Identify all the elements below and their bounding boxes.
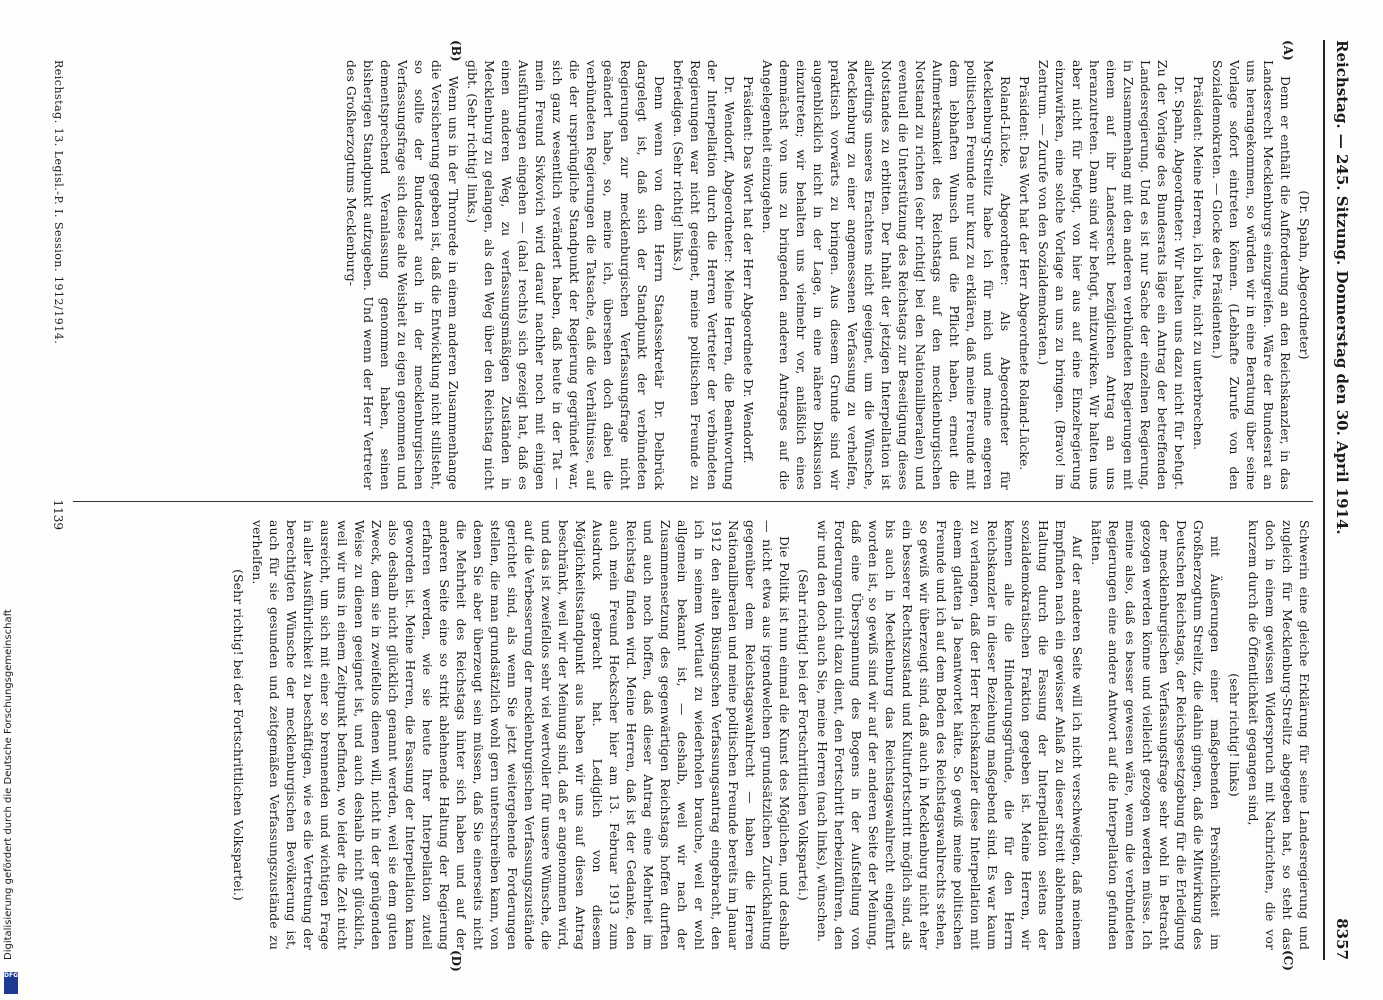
paragraph: Denn er enthält die Aufforderung an den Reichskanzler, in das Landesrecht Mecklenburgs einzugreifen. Wäre der Bundesrat an uns herangekommen, so würden wir in eine Beratung über seine Vorlage sofort eintreten können. (Lebhafte Zurufe von den Sozialdemokraten. — Glocke des Präsidenten.) — [1210, 60, 1293, 490]
footer-page-number: 1139 — [51, 499, 65, 530]
page-header — [1323, 40, 1355, 960]
paragraph: (Dr. Spahn, Abgeordneter) — [1297, 190, 1312, 360]
column-divider — [73, 501, 1313, 502]
paragraph: Roland-Lücke, Abgeordneter: Als Abgeordneter für Mecklenburg-Strelitz habe ich für mich und meine engeren politischen Freunde nur kurz zu erklären, daß meine Freunde mit dem lebhaften Wunsch und die Pflicht haben, erneut die Aufmerksamkeit des Reichstags auf den mecklenburgischen Notstand zu richten (sehr richtig! bei den Nationalliberalen) und eventuell die Unterstützung des Reichstags zur Beseitigung dieses Notstandes zu erbitten. Der Inhalt der jetzigen Interpellation ist allerdings unseres Erachtens nicht geeignet, um die Wünsche, Mecklenburg zu einer angemessenen Verfassung zu verhelfen, praktisch vorwärts zu bringen. Aus diesem Grunde sind wir augenblicklich nicht in der Lage, in eine nähere Diskussion einzutreten; wir behalten uns vielmehr vor, anläßlich eines demnächst von uns zu bringenden anderen Antrages auf die Angelegenheit einzugehen. — [760, 60, 1013, 490]
paragraph: Wenn uns in der Thronrede in einem anderen Zusammenhange die Versicherung gegeben ist, daß die Entwicklung nicht stillsteht, so sollte der Bundesrat auch in der mecklenburgischen Verfassungsfrage sich diese alte Weisheit zu eigen genommen und dementsprechend Veranlassung genommen haben, seinen bisherigen Standpunkt aufzugeben. Und wenn der Herr Vertreter des Großherzogtums Mecklenburg- — [344, 60, 461, 490]
paragraph: Dr. Spahn, Abgeordneter: Wir halten uns dazu nicht für befugt. Zu der Vorlage des Bundesrats läge ein Antrag der betreffenden Landesregierung. Und es ist nur Sache der einzelnen Regierung, in Zusammenhang mit den anderen verbündeten Regierungen mit einem auf ihr Landesrecht bezüglichen Antrag an uns heranzutreten. Dann sind wir befugt, mitzuwirken. Wir halten uns aber nicht für befugt, von hier aus auf eine Einzelregierung einzuwirken, eine solche Vorlage an uns zu bringen. (Bravo! im Zentrum. — Zurufe von den Sozialdemokraten.) — [1036, 60, 1187, 490]
margin-letter-d: (D) — [449, 950, 463, 972]
header-title: Reichstag. — 245. Sitzung. Donnerstag den 30. April 1914. — [1333, 40, 1351, 535]
footer-session-info: Reichstag. 13. Legisl.-P. I. Session. 1912/1914. — [52, 60, 65, 345]
paragraph: (Sehr richtig! bei der Fortschrittlichen Volkspartei.) — [231, 569, 246, 901]
digitization-strip — [0, 0, 22, 1000]
margin-letter-c: (C) — [1281, 950, 1295, 971]
paragraph: Dr. Wendorff, Abgeordneter: Meine Herren, die Beantwortung der Interpellation durch die Herren Vertreter der verbündeten Regierungen war nicht geeignet, meine politischen Freunde zu befriedigen. (Sehr richtig! links.) — [671, 60, 737, 490]
paragraph: Schwerin eine gleiche Erklärung für seine Landesregierung und zugleich für Mecklenburg-Strelitz abgegeben hat, so steht das doch in einem gewissen Widerspruch mit Nachrichten, die vor kurzem durch die Öffentlichkeit gegangen sind, — [1246, 520, 1312, 950]
paragraph: Denn wenn von dem Herrn Staatssekretär Dr. Delbrück dargelegt ist, daß sich der Standpunkt der verbündeten Regierungen zur mecklenburgischen Verfassungsfrage nicht geändert habe, so, meine ich, übersehen doch dabei die verbündeten Regierungen die Tatsache, daß die Verhältnisse, auf die der ursprüngliche Standpunkt der Regierung gegründet war, sich ganz wesentlich verändert haben, daß heute in der Tat — mein Freund Sivkovich wird darauf nachher noch mit einigen Ausführungen eingehen — (aha! rechts) sich gezeigt hat, daß es einen anderen Weg, zu verfassungsmäßigen Zuständen in Mecklenburg zu gelangen, als den Weg über den Reichstag nicht gibt. (Sehr richtig! links.) — [465, 60, 667, 490]
paragraph: mit Äußerungen einer maßgebenden Persönlichkeit im Großherzogtum Strelitz, die dahin gingen, daß die Mitwirkung des Deutschen Reichstags, der Reichsgesetzgebung für die Erledigung der mecklenburgischen Verfassungsfrage sehr wohl in Betracht gezogen werden könne und vielleicht gezogen werden müsse. Ich meine also, daß es besser gewesen wäre, wenn die verbündeten Regierungen eine andere Antwort auf die Interpellation gefunden hätten. — [1089, 520, 1223, 950]
right-column — [73, 520, 1313, 950]
paragraph: Präsident: Das Wort hat der Herr Abgeordnete Dr. Wendorff. — [741, 76, 756, 464]
digitization-credit: Digitalisierung gefördert durch die Deutsche Forschungsgemeinschaft — [3, 609, 14, 960]
margin-letter-b: (B) — [449, 40, 463, 62]
margin-letter-a: (A) — [1281, 40, 1295, 61]
paragraph: Präsident: Das Wort hat der Herr Abgeordnete Roland-Lücke. — [1017, 76, 1032, 471]
dfg-logo-icon: DFG — [4, 972, 18, 994]
left-column — [73, 60, 1313, 490]
paragraph: Präsident: Meine Herren, ich bitte, nicht zu unterbrechen. — [1191, 76, 1206, 451]
paragraph: (Sehr richtig! bei der Fortschrittlichen Volkspartei.) — [796, 569, 811, 901]
paragraph: Die Politik ist nun einmal die Kunst des Möglichen, und deshalb — nicht etwa aus irgendwelchen grundsätzlichen Zurückhaltung gegenüber dem Reichstagswahlrecht — haben die Herren Nationalliberalen und meine politischen Freunde bereits im Januar 1912 den alten Büsingschen Verfassungsantrag eingebracht, den ich in seinem Wortlaut zu wiederholen brauche, weil er wohl allgemein bekannt ist, — deshalb, weil wir nach der Zusammensetzung des gegenwärtigen Reichstags hoffen durften und auch noch hoffen, daß dieser Antrag eine Mehrheit im Reichstag finden wird. Meine Herren, daß ist der Gedanke, den auch mein Freund Heckscher hier am 13. Februar 1913 zum Ausdruck gebracht hat. Lediglich von diesem Möglichkeitsstandpunkt aus haben wir uns auf diesen Antrag beschränkt, weil wir der Meinung sind, daß er angenommen wird, und das ist zweifellos sehr viel wertvoller für unsere Wünsche, die auf die Verbesserung der mecklenburgischen Verfassungszustände gerichtet sind, als wenn Sie jetzt weitergehende Forderungen stellen, die man grundsätzlich wohl gern unterschreiben kann, von denen Sie aber überzeugt sein müssen, daß Sie einerseits nicht die Mehrheit des Reichstags hinter sich haben und auf der anderen Seite eine so strikt ablehnende Haltung der Regierung erfahren werden, wie sie heute Ihrer Interpellation zuteil geworden ist. Meine Herren, die Fassung der Interpellation kann also deshalb nicht glücklich genannt werden, weil sie dem guten Zweck, dem sie in zweifellos dienen will, nicht in der genügenden Weise zu dienen geeignet ist, und auch deshalb nicht glücklich, weil wir uns in einem Zeitpunkt befinden, wo leider die Zeit nicht ausreicht, um sich mit einer so brennenden und wichtigen Frage in aller Ausführlichkeit zu beschäftigen, wie es die Vertretung der berechtigten Wünsche der mecklenburgischen Bevölkerung ist, auch für sie gesunden und zeitgemäßen Verfassungszustände zu verhelfen. — [250, 520, 792, 950]
paragraph: Auf der anderen Seite will ich nicht verschweigen, daß meinem Empfinden nach ein gewisser Anlaß zu dieser streitt ablehnenden Haltung durch die Fassung der Interpellation seitens der sozialdemokratischen Fraktion gegeben ist. Meine Herren, wir kennen alle die Hinderungsgründe, die für den Herrn Reichskanzler in dieser Beziehung maßgebend sind. Es war kaum zu verlangen, daß der Herr Reichskanzler diese Interpellation mit einem glatten Ja beantwortet hätte. So gewiß meine politischen Freunde und ich auf dem Boden des Reichstagswahlrechts stehen, so gewiß wir überzeugt sind, daß auch in Mecklenburg nicht eher ein besserer Rechtszustand und Kulturfortschritt möglich sind, als bis auch in Mecklenburg das Reichstagswahlrecht eingeführt worden ist, so gewiß sind wir auf der anderen Seite der Meinung, daß eine Überspannung des Bogens in der Aufstellung von Forderungen nicht dazu dient, den Fortschritt herbeizuführen, den wir und den doch auch Sie, meine Herren (nach links), wünschen. — [815, 520, 1085, 950]
paragraph: (sehr richtig! links) — [1227, 673, 1242, 797]
page-number: 8357 — [1333, 918, 1351, 960]
